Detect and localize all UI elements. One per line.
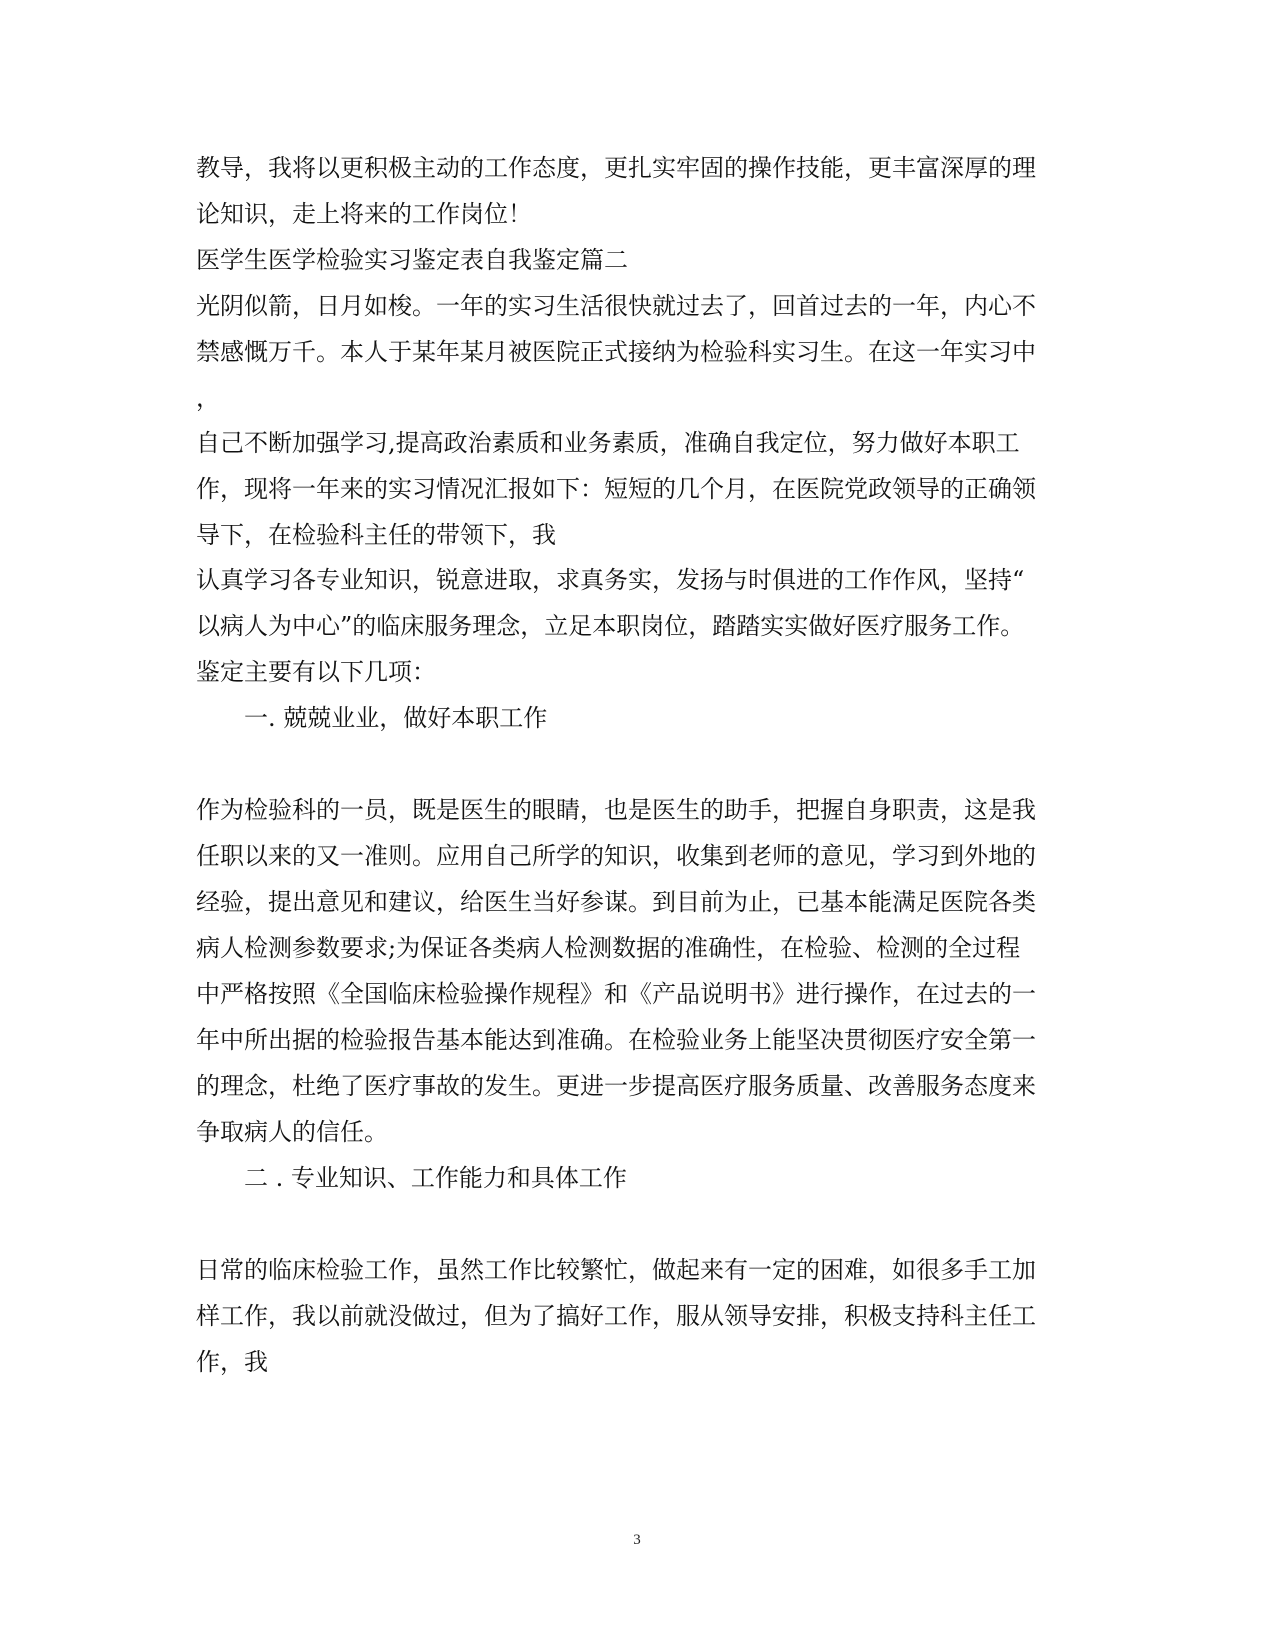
subsection-heading: 二 . 专业知识、工作能力和具体工作 [244, 1164, 627, 1192]
text-line: 中严格按照《全国临床检验操作规程》和《产品说明书》进行操作，在过去的一 [196, 980, 1036, 1008]
section-heading: 医学生医学检验实习鉴定表自我鉴定篇二 [196, 246, 628, 274]
subsection-heading: 一. 兢兢业业，做好本职工作 [244, 704, 548, 732]
text-line: 教导，我将以更积极主动的工作态度，更扎实牢固的操作技能，更丰富深厚的理 [196, 154, 1036, 182]
text-line: 作，我 [196, 1348, 268, 1376]
text-line: 经验，提出意见和建议，给医生当好参谋。到目前为止，已基本能满足医院各类 [196, 888, 1036, 916]
text-line: 鉴定主要有以下几项： [196, 658, 436, 686]
text-line: 作为检验科的一员，既是医生的眼睛，也是医生的助手，把握自身职责，这是我 [196, 796, 1036, 824]
text-line: 争取病人的信任。 [196, 1118, 388, 1146]
text-line: 的理念，杜绝了医疗事故的发生。更进一步提高医疗服务质量、改善服务态度来 [196, 1072, 1036, 1100]
text-line: 日常的临床检验工作，虽然工作比较繁忙，做起来有一定的困难，如很多手工加 [196, 1256, 1036, 1284]
text-line: 病人检测参数要求;为保证各类病人检测数据的准确性，在检验、检测的全过程 [196, 934, 1021, 962]
text-line: 认真学习各专业知识，锐意进取，求真务实，发扬与时俱进的工作作风，坚持“ [196, 566, 1025, 594]
text-line: 禁感慨万千。本人于某年某月被医院正式接纳为检验科实习生。在这一年实习中 [196, 338, 1036, 366]
text-line: 导下，在检验科主任的带领下，我 [196, 521, 556, 549]
page-number: 3 [633, 1532, 641, 1548]
text-line: 自己不断加强学习,提高政治素质和业务素质，准确自我定位，努力做好本职工 [196, 429, 1020, 457]
text-line: ， [196, 384, 220, 412]
text-line: 任职以来的又一准则。应用自己所学的知识，收集到老师的意见，学习到外地的 [196, 842, 1036, 870]
text-line: 论知识，走上将来的工作岗位！ [196, 200, 532, 228]
text-line: 以病人为中心”的临床服务理念，立足本职岗位，踏踏实实做好医疗服务工作。 [196, 612, 1025, 640]
text-line: 光阴似箭，日月如梭。一年的实习生活很快就过去了，回首过去的一年，内心不 [196, 292, 1036, 320]
text-line: 作，现将一年来的实习情况汇报如下：短短的几个月，在医院党政领导的正确领 [196, 475, 1036, 503]
text-line: 样工作，我以前就没做过，但为了搞好工作，服从领导安排，积极支持科主任工 [196, 1302, 1036, 1330]
text-line: 年中所出据的检验报告基本能达到准确。在检验业务上能坚决贯彻医疗安全第一 [196, 1026, 1036, 1054]
